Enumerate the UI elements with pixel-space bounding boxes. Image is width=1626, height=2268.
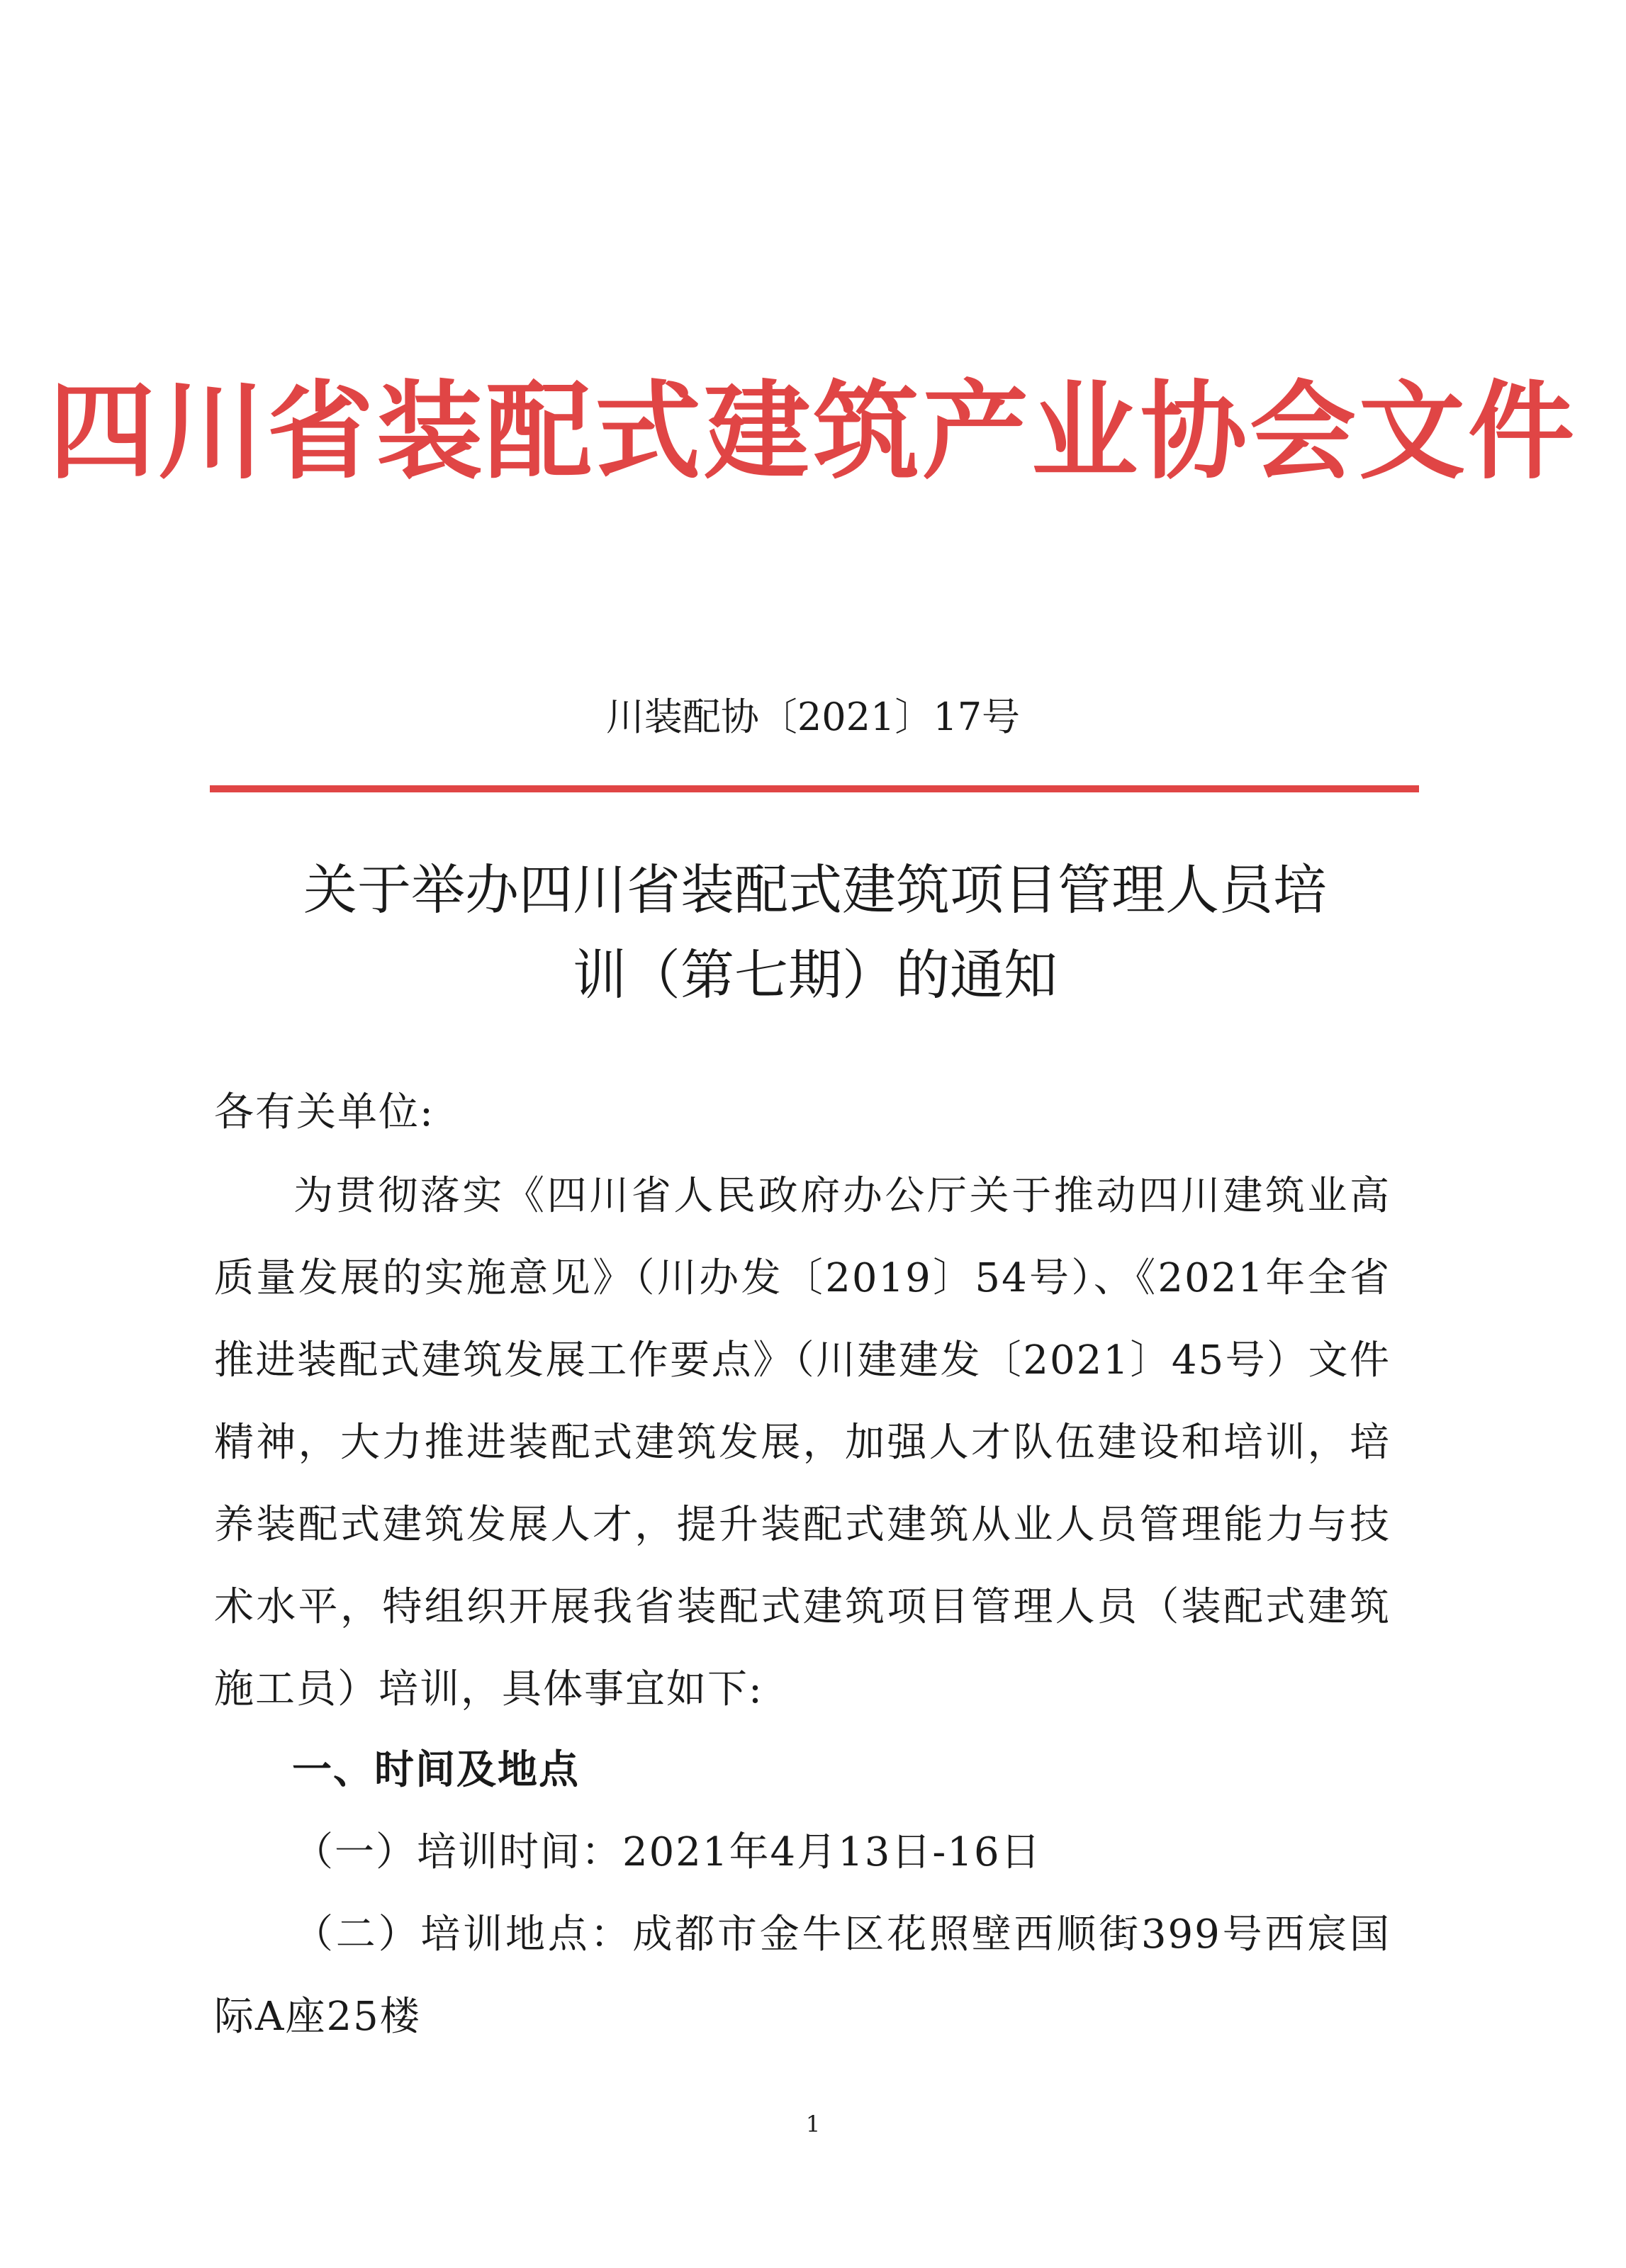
notice-title-line-2: 训（第七期）的通知 xyxy=(573,943,1058,1006)
document-number: 川装配协〔2021〕17号 xyxy=(605,695,1021,739)
red-divider-rule xyxy=(210,785,1419,792)
training-location-item: （二）培训地点：成都市金牛区花照壁西顺街399号西宸国际A座25楼 xyxy=(214,1911,1391,2040)
notice-title xyxy=(177,848,1453,1018)
training-time-item: （一）培训时间：2021年4月13日-16日 xyxy=(293,1829,1042,1875)
masthead-title: 四川省装配式建筑产业协会文件 xyxy=(48,371,1577,494)
section-heading-time-and-location: 一、时间及地点 xyxy=(292,1747,580,1793)
salutation: 各有关单位: xyxy=(214,1089,434,1135)
page-number: 1 xyxy=(805,2111,821,2138)
notice-title-line-1: 关于举办四川省装配式建筑项目管理人员培 xyxy=(303,858,1327,921)
intro-paragraph: 为贯彻落实《四川省人民政府办公厅关于推动四川建筑业高质量发展的实施意见》（川办发〔2019〕54号）、《2021年全省推进装配式建筑发展工作要点》（川建建发〔2021〕45号）文件精神，大力推进装配式建筑发展，加强人才队伍建设和培训，培养装配式建筑发展人才，提升装配式建筑从业人员管理能力与技术水平，特组织开展我省装配式建筑项目管理人员（装配式建筑施工员）培训，具体事宜如下: xyxy=(214,1173,1391,1712)
